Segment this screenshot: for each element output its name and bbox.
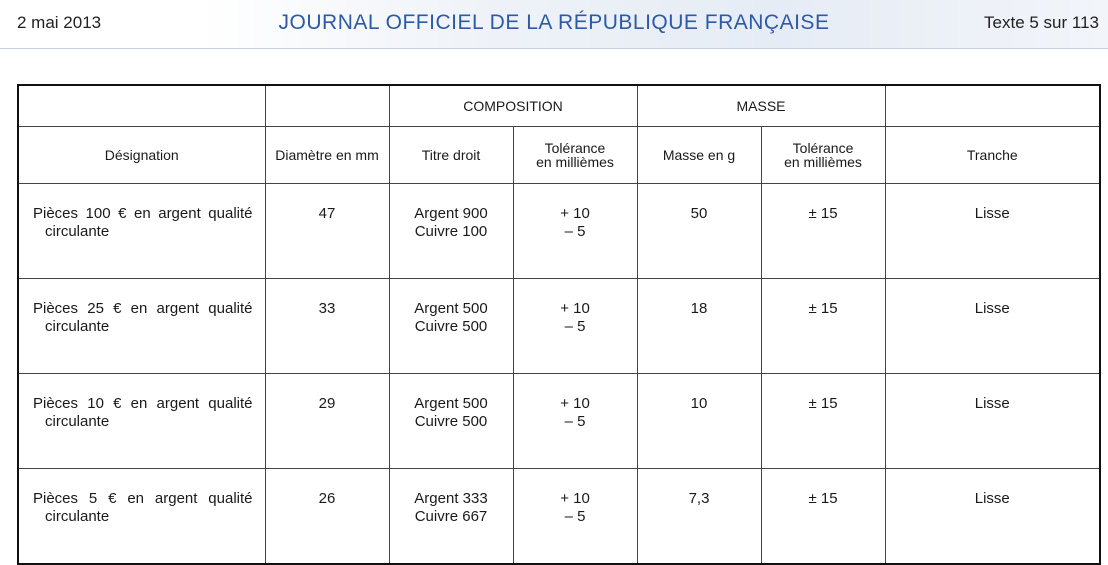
diametre-cell: 47	[265, 184, 389, 279]
designation-line2: circulante	[45, 318, 110, 335]
designation-cell	[18, 279, 265, 374]
masse-cell: 50	[637, 184, 761, 279]
titre-argent: Argent 500	[414, 300, 488, 317]
tolerance-minus: – 5	[564, 413, 586, 430]
page-indicator: Texte 5 sur 113	[984, 13, 1099, 32]
tolerance-composition-cell	[513, 374, 637, 469]
titre-cell	[389, 469, 513, 565]
empty-header-cell	[265, 85, 389, 127]
table-row	[18, 279, 1100, 374]
designation-line1: Pièces 10 € en argent qualité	[33, 395, 253, 412]
tranche-cell: Lisse	[885, 184, 1100, 279]
empty-header-cell	[885, 85, 1100, 127]
tolerance-masse-header	[761, 127, 885, 184]
tolerance-minus: – 5	[564, 508, 586, 525]
tolerance-masse-header-line2: en millièmes	[784, 154, 862, 170]
table-row	[18, 469, 1100, 565]
tolerance-composition-cell	[513, 469, 637, 565]
tranche-cell: Lisse	[885, 279, 1100, 374]
tolerance-masse-cell: ± 15	[761, 184, 885, 279]
designation-line1: Pièces 100 € en argent qualité	[33, 205, 253, 222]
tolerance-plus: + 10	[560, 300, 590, 317]
designation-line2: circulante	[45, 223, 110, 240]
titre-argent: Argent 333	[414, 490, 488, 507]
tolerance-masse-cell: ± 15	[761, 279, 885, 374]
publication-date: 2 mai 2013	[17, 13, 102, 32]
masse-cell: 18	[637, 279, 761, 374]
tolerance-composition-cell	[513, 279, 637, 374]
tolerance-composition-cell	[513, 184, 637, 279]
tranche-header: Tranche	[885, 127, 1100, 184]
tolerance-plus: + 10	[560, 490, 590, 507]
column-header-row	[18, 127, 1100, 184]
page-header	[0, 0, 1108, 49]
designation-line1: Pièces 5 € en argent qualité	[33, 490, 253, 507]
designation-cell	[18, 184, 265, 279]
designation-line2: circulante	[45, 508, 110, 525]
designation-header: Désignation	[18, 127, 265, 184]
tolerance-minus: – 5	[564, 223, 586, 240]
titre-cell	[389, 374, 513, 469]
tolerance-composition-header	[513, 127, 637, 184]
titre-cuivre: Cuivre 667	[414, 508, 488, 525]
table-row	[18, 184, 1100, 279]
diametre-cell: 26	[265, 469, 389, 565]
tolerance-composition-header-line2: en millièmes	[536, 154, 614, 170]
composition-group-header: COMPOSITION	[389, 85, 637, 127]
tranche-cell: Lisse	[885, 374, 1100, 469]
coin-specifications-table	[17, 84, 1101, 565]
tolerance-plus: + 10	[560, 395, 590, 412]
diametre-cell: 33	[265, 279, 389, 374]
tolerance-plus: + 10	[560, 205, 590, 222]
tranche-cell: Lisse	[885, 469, 1100, 565]
masse-cell: 7,3	[637, 469, 761, 565]
masse-header: Masse en g	[637, 127, 761, 184]
titre-cuivre: Cuivre 500	[414, 413, 488, 430]
empty-header-cell	[18, 85, 265, 127]
group-header-row	[18, 85, 1100, 127]
tolerance-composition-header-line1: Tolérance	[544, 140, 606, 156]
tolerance-masse-cell: ± 15	[761, 469, 885, 565]
designation-line2: circulante	[45, 413, 110, 430]
titre-cuivre: Cuivre 500	[414, 318, 488, 335]
designation-cell	[18, 469, 265, 565]
masse-group-header: MASSE	[637, 85, 885, 127]
titre-cell	[389, 184, 513, 279]
titre-cuivre: Cuivre 100	[414, 223, 488, 240]
titre-header: Titre droit	[389, 127, 513, 184]
masse-cell: 10	[637, 374, 761, 469]
designation-line1: Pièces 25 € en argent qualité	[33, 300, 253, 317]
diametre-header: Diamètre en mm	[265, 127, 389, 184]
tolerance-masse-cell: ± 15	[761, 374, 885, 469]
tolerance-minus: – 5	[564, 318, 586, 335]
designation-cell	[18, 374, 265, 469]
journal-title: JOURNAL OFFICIEL DE LA RÉPUBLIQUE FRANÇAISE	[278, 11, 830, 34]
diametre-cell: 29	[265, 374, 389, 469]
titre-argent: Argent 900	[414, 205, 488, 222]
table-row	[18, 374, 1100, 469]
titre-argent: Argent 500	[414, 395, 488, 412]
tolerance-masse-header-line1: Tolérance	[792, 140, 854, 156]
titre-cell	[389, 279, 513, 374]
